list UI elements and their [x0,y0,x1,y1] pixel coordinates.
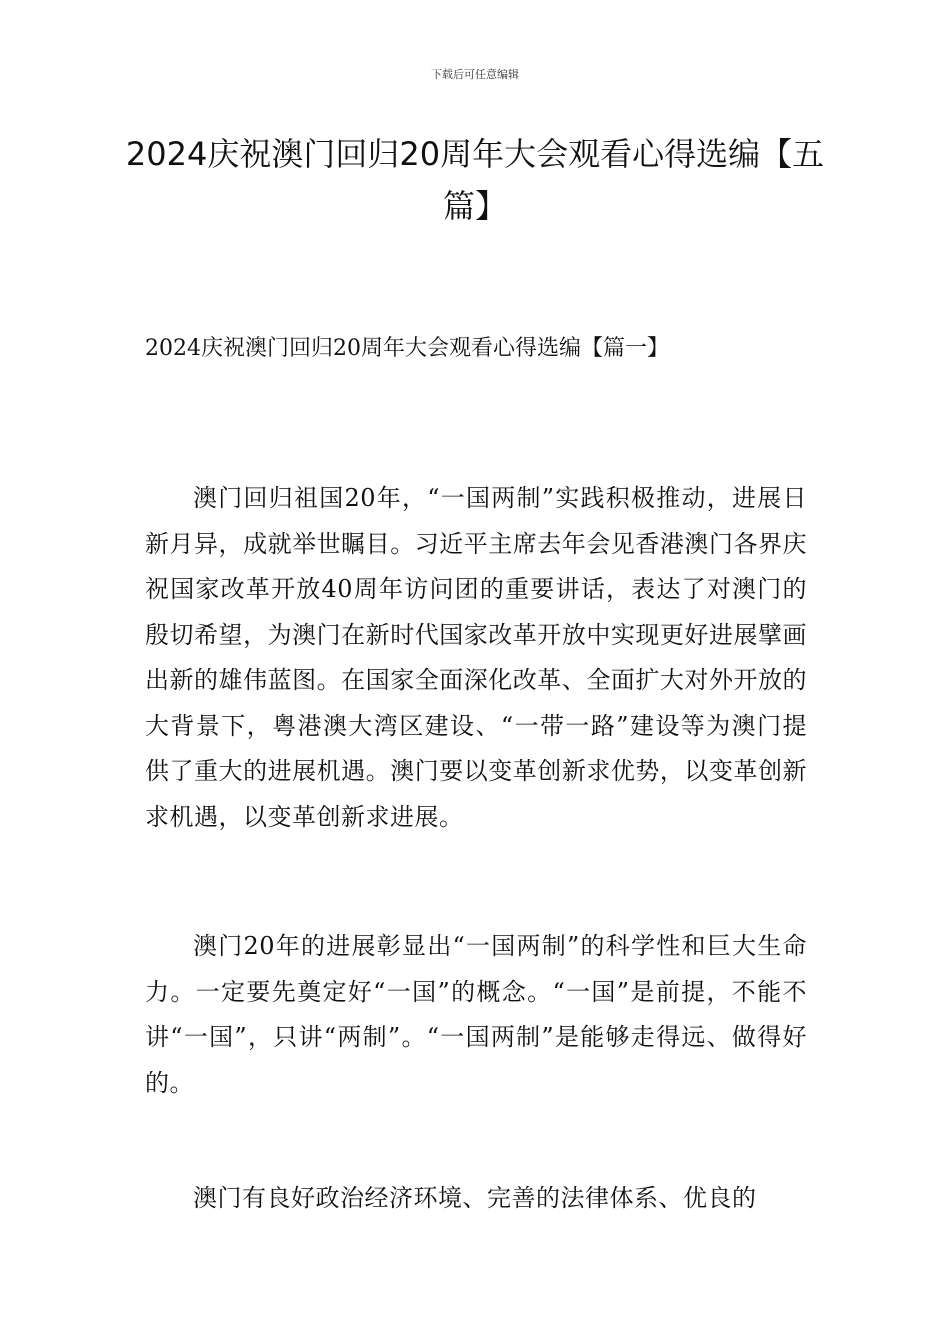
body-paragraph-3: 澳门有良好政治经济环境、完善的法律体系、优良的 [193,1184,757,1212]
document-title: 2024庆祝澳门回归20周年大会观看心得选编【五篇】 [125,135,825,225]
header-note: 下载后可任意编辑 [431,68,519,81]
body-paragraph-1: 澳门回归祖国20年，“一国两制”实践积极推动，进展日新月异，成就举世瞩目。习近平主席去年会见香港澳门各界庆祝国家改革开放40周年访问团的重要讲话，表达了对澳门的殷切希望，为澳门在新时代国家改革开放中实现更好进展擘画出新的雄伟蓝图。在国家全面深化改革、全面扩大对外开放的大背景下，粤港澳大湾区建设、“一带一路”建设等为澳门提供了重大的进展机遇。澳门要以变革创新求优势，以变革创新求机遇，以变革创新求进展。 [145,484,807,831]
section-heading: 2024庆祝澳门回归20周年大会观看心得选编【篇一】 [145,336,669,361]
body-paragraph-2: 澳门20年的进展彰显出“一国两制”的科学性和巨大生命力。一定要先奠定好“一国”的概念。“一国”是前提，不能不讲“一国”，只讲“两制”。“一国两制”是能够走得远、做得好的。 [145,932,807,1097]
